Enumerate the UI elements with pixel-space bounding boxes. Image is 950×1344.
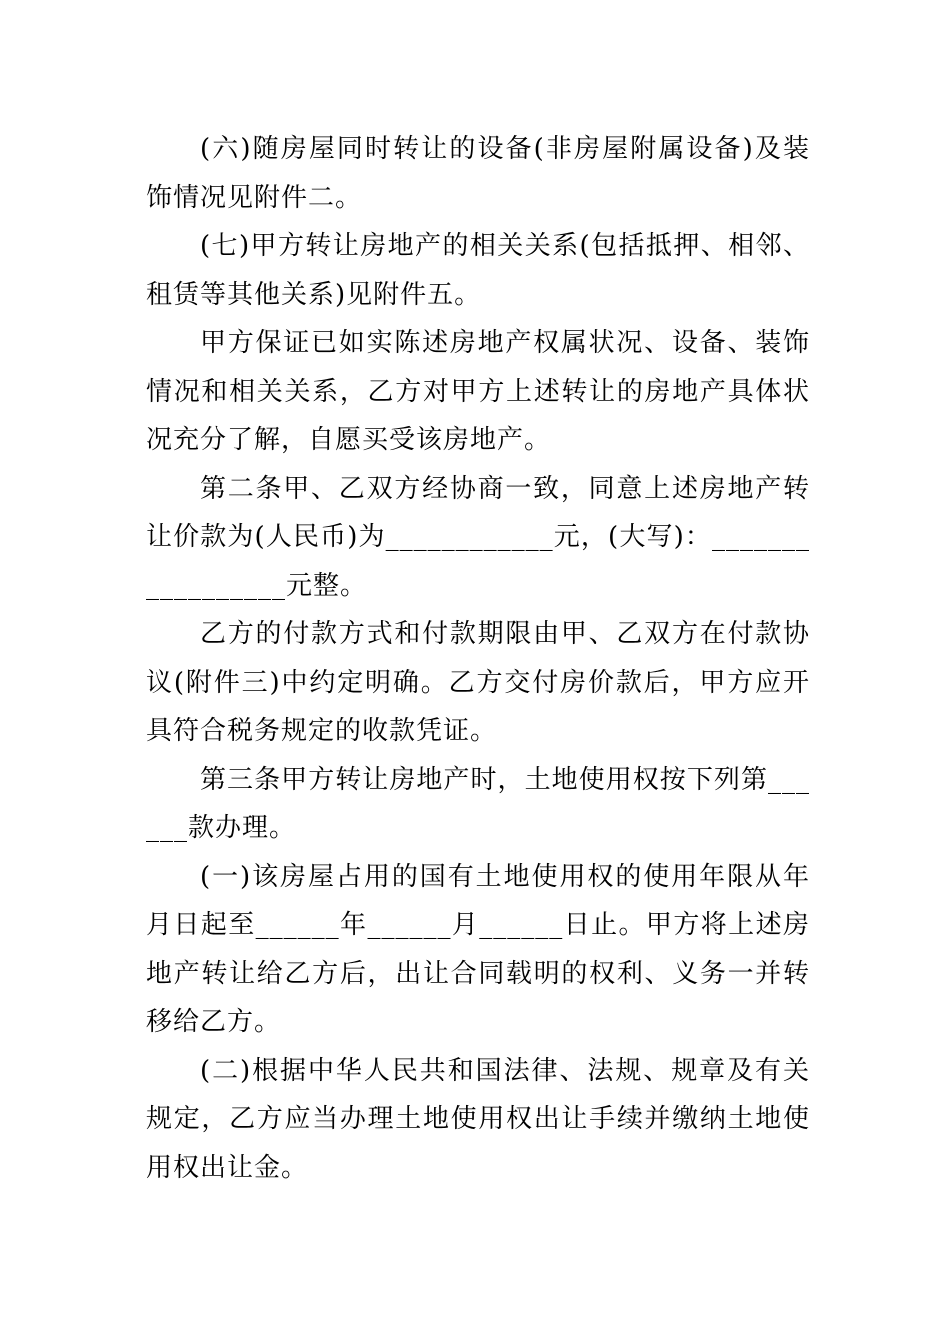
paragraph-relations: (七)甲方转让房地产的相关关系(包括抵押、相邻、租赁等其他关系)见附件五。 (146, 231, 810, 310)
paragraph-article-3: 第三条甲方转让房地产时，土地使用权按下列第______款办理。 (146, 764, 810, 843)
paragraph-guarantee: 甲方保证已如实陈述房地产权属状况、设备、装饰情况和相关关系，乙方对甲方上述转让的房地产具体状况充分了解，自愿买受该房地产。 (146, 328, 810, 455)
paragraph-land-term: (一)该房屋占用的国有土地使用权的使用年限从年月日起至______年______月______日止。甲方将上述房地产转让给乙方后，出让合同载明的权利、义务一并转移给乙方。 (146, 861, 810, 1037)
paragraph-payment: 乙方的付款方式和付款期限由甲、乙双方在付款协议(附件三)中约定明确。乙方交付房价款后，甲方应开具符合税务规定的收款凭证。 (146, 619, 810, 746)
paragraph-equipment: (六)随房屋同时转让的设备(非房屋附属设备)及装饰情况见附件二。 (146, 134, 810, 213)
paragraph-land-transfer: (二)根据中华人民共和国法律、法规、规章及有关规定，乙方应当办理土地使用权出让手续并缴纳土地使用权出让金。 (146, 1055, 810, 1183)
document-body (146, 125, 810, 1192)
paragraph-article-2-price: 第二条甲、乙双方经协商一致，同意上述房地产转让价款为(人民币)为____________元，(大写)：_________________元整。 (146, 473, 810, 601)
